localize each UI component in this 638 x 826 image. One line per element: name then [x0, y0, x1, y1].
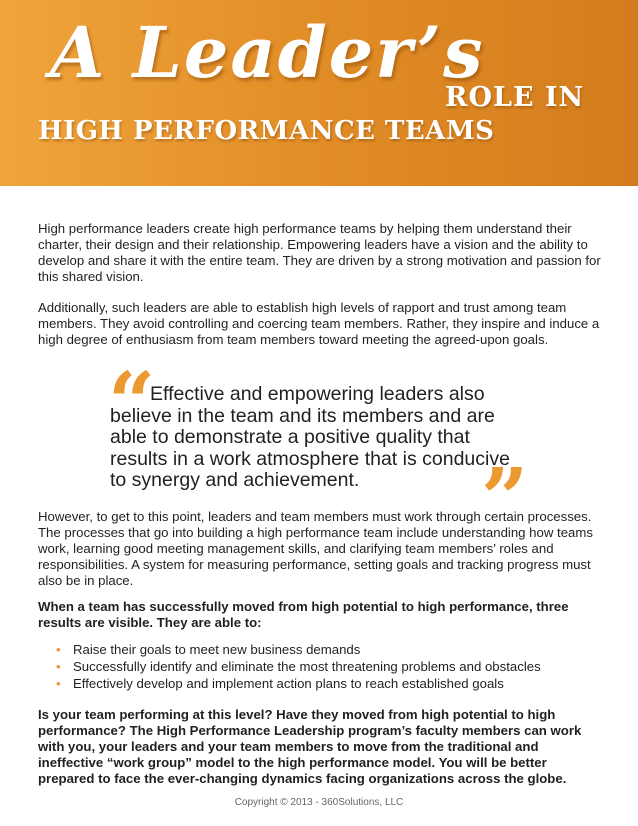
results-lead-paragraph: When a team has successfully moved from high potential to high performance, three results are visible. They are able to:	[38, 599, 569, 630]
bullet-icon: •	[56, 642, 61, 657]
list-item-text: Raise their goals to meet new business demands	[73, 642, 361, 657]
list-item	[56, 675, 616, 692]
copyright-footer: Copyright © 2013 - 360Solutions, LLC	[234, 797, 404, 808]
closing-paragraph: Is your team performing at this level? Have they moved from high potential to high performance? The High Performance Leadership program’s faculty members can work with you, your leaders and your team members to move from the traditional and ineffective “work group” model to the high performance model. You will be better prepared to face the ever-changing dynamics facing organizations across the globe.	[38, 707, 582, 786]
list-item-text: Successfully identify and eliminate the most threatening problems and obstacles	[73, 659, 541, 674]
open-quote-icon: “	[108, 355, 156, 451]
rapport-paragraph: Additionally, such leaders are able to establish high levels of rapport and trust among team members. They avoid controlling and coercing team members. Rather, they inspire and induce a high degree of enthusiasm from team members toward meeting the agreed-upon goals.	[38, 300, 600, 347]
close-quote-icon: ”	[481, 451, 529, 547]
bullet-icon: •	[56, 659, 61, 674]
title-role-text: ROLE IN	[445, 82, 585, 113]
process-paragraph: However, to get to this point, leaders and team members must work through certain processes. The processes that go into building a high performance team include understanding how teams work, learning good meeting management skills, and clarifying team members’ roles and responsibilities. A system for measuring performance, setting goals and tracking progress must also be in place.	[38, 509, 593, 588]
header-banner	[0, 0, 638, 186]
quote-text: Effective and empowering leaders also believe in the team and its members and are able to demonstrate a positive quality that results in a work atmosphere that is conducive to synergy and achievement.	[110, 383, 510, 491]
title-script: A Leader’s	[50, 11, 485, 94]
list-item	[56, 641, 616, 658]
bullet-icon: •	[56, 676, 61, 691]
list-item	[56, 658, 616, 675]
title-subtitle: HIGH PERFORMANCE TEAMS	[38, 116, 495, 146]
results-list	[56, 641, 616, 692]
intro-paragraph: High performance leaders create high performance teams by helping them understand their charter, their design and their relationship. Empowering leaders have a vision and the ability to develop and share it with the entire team. They are driven by a strong motivation and passion for this shared vision.	[38, 221, 601, 284]
list-item-text: Effectively develop and implement action plans to reach established goals	[73, 676, 504, 691]
